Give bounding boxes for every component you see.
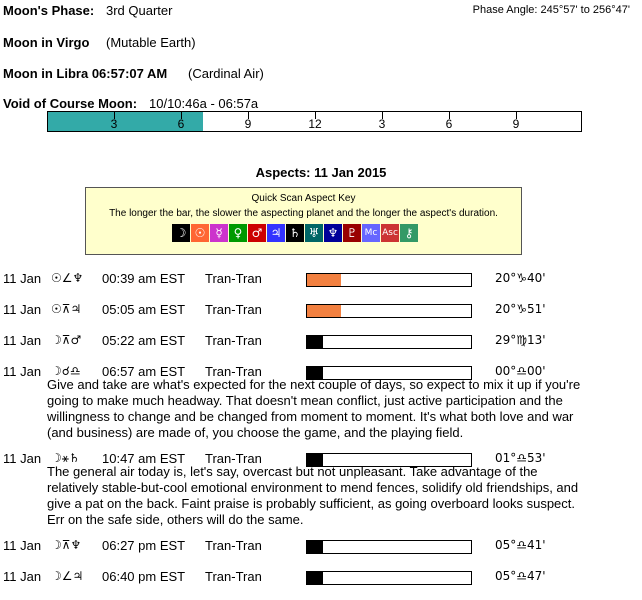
aspect-time: 05:22 am EST bbox=[102, 333, 186, 348]
voc-tick-label: 6 bbox=[445, 117, 453, 131]
voc-tick-label: 9 bbox=[512, 117, 520, 131]
aspect-duration-bar bbox=[306, 540, 472, 554]
moon-phase-label: Moon's Phase: bbox=[3, 3, 95, 18]
aspect-duration-bar bbox=[306, 304, 472, 318]
moon-phase-value: 3rd Quarter bbox=[106, 3, 173, 18]
moon-sign-value: (Mutable Earth) bbox=[106, 35, 196, 50]
aspect-time: 06:40 pm EST bbox=[102, 569, 186, 584]
aspect-duration-fill bbox=[307, 572, 323, 584]
aspect-description bbox=[47, 377, 627, 441]
aspect-key-box bbox=[85, 187, 522, 255]
aspects-title: Aspects: 11 Jan 2015 bbox=[255, 165, 387, 180]
aspect-time: 06:57 am EST bbox=[102, 364, 186, 379]
voc-tick-label: 6 bbox=[177, 117, 185, 131]
aspect-time: 10:47 am EST bbox=[102, 451, 186, 466]
aspect-duration-fill bbox=[307, 541, 323, 553]
aspect-date: 11 Jan bbox=[3, 271, 42, 286]
aspect-symbols: ☽⊼♆ bbox=[51, 538, 82, 552]
voc-tick-label: 12 bbox=[308, 117, 322, 131]
aspect-symbols: ☽∠♃ bbox=[51, 569, 84, 583]
aspect-date: 11 Jan bbox=[3, 451, 42, 466]
planet-glyph-icon: ♂ bbox=[248, 224, 266, 242]
aspect-date: 11 Jan bbox=[3, 538, 42, 553]
moon-sign-label: Moon in Virgo bbox=[3, 35, 90, 50]
aspect-duration-fill bbox=[307, 274, 341, 286]
aspect-type: Tran-Tran bbox=[205, 538, 262, 553]
aspect-description-line: Err on the safe side, others will do the same. bbox=[47, 512, 304, 527]
aspect-position: 01°♎53' bbox=[495, 451, 546, 465]
aspect-type: Tran-Tran bbox=[205, 569, 262, 584]
aspect-row bbox=[0, 333, 642, 353]
planet-glyph-icon: ♃ bbox=[267, 224, 285, 242]
aspect-key-subtitle: The longer the bar, the slower the aspecting planet and the longer the aspect's duration. bbox=[109, 208, 498, 219]
aspect-position: 20°♑51' bbox=[495, 302, 546, 316]
phase-angle: Phase Angle: 245°57' to 256°47' bbox=[472, 4, 630, 16]
aspect-duration-fill bbox=[307, 336, 323, 348]
aspect-type: Tran-Tran bbox=[205, 271, 262, 286]
aspect-description-line: going to make much headway. That doesn't mean conflict, just active participation and the bbox=[47, 393, 563, 408]
moon-ingress-label: Moon in Libra 06:57:07 AM bbox=[3, 66, 168, 81]
voc-tick-label: 9 bbox=[244, 117, 252, 131]
planet-glyph-icon: ☽ bbox=[172, 224, 190, 242]
void-of-course-label: Void of Course Moon: bbox=[3, 96, 138, 111]
aspect-symbols: ☽☌♎ bbox=[51, 364, 81, 378]
void-of-course-bar bbox=[47, 111, 582, 132]
aspect-time: 05:05 am EST bbox=[102, 302, 186, 317]
voc-tick-label: 3 bbox=[110, 117, 118, 131]
aspect-date: 11 Jan bbox=[3, 333, 42, 348]
planet-glyph-key bbox=[172, 224, 419, 242]
aspect-position: 05°♎47' bbox=[495, 569, 546, 583]
aspect-duration-bar bbox=[306, 273, 472, 287]
aspect-row bbox=[0, 569, 642, 589]
aspect-position: 00°♎00' bbox=[495, 364, 546, 378]
aspect-time: 00:39 am EST bbox=[102, 271, 186, 286]
planet-glyph-icon: Mc bbox=[362, 224, 380, 242]
aspect-description-line: relatively stable-but-cool emotional environment to mend fences, solidify old friendships, and bbox=[47, 480, 579, 495]
voc-tick-label: 3 bbox=[378, 117, 386, 131]
aspect-type: Tran-Tran bbox=[205, 451, 262, 466]
aspect-symbols: ☽⊼♂ bbox=[51, 333, 82, 347]
void-of-course-value: 10/10:46a - 06:57a bbox=[149, 96, 259, 111]
aspect-time: 06:27 pm EST bbox=[102, 538, 186, 553]
aspect-symbols: ☉∠♆ bbox=[51, 271, 84, 285]
aspect-duration-bar bbox=[306, 571, 472, 585]
aspect-duration-fill bbox=[307, 305, 341, 317]
aspect-description-line: give a pat on the back. Faint praise is probably sufficient, as going overboard looks suspect. bbox=[47, 496, 576, 511]
planet-glyph-icon: ♄ bbox=[286, 224, 304, 242]
planet-glyph-icon: ♇ bbox=[343, 224, 361, 242]
planet-glyph-icon: ♆ bbox=[324, 224, 342, 242]
aspect-row bbox=[0, 538, 642, 558]
aspect-row bbox=[0, 271, 642, 291]
aspect-description-line: The general air today is, let's say, overcast but not unpleasant. Take advantage of the bbox=[47, 464, 538, 479]
planet-glyph-icon: ♅ bbox=[305, 224, 323, 242]
aspect-type: Tran-Tran bbox=[205, 333, 262, 348]
aspect-description bbox=[47, 464, 627, 528]
aspect-symbols: ☽⚹♄ bbox=[51, 451, 80, 465]
planet-glyph-icon: ☉ bbox=[191, 224, 209, 242]
aspect-date: 11 Jan bbox=[3, 364, 42, 379]
aspect-key-title: Quick Scan Aspect Key bbox=[251, 193, 356, 204]
aspect-symbols: ☉⊼♃ bbox=[51, 302, 82, 316]
planet-glyph-icon: Asc bbox=[381, 224, 399, 242]
aspect-date: 11 Jan bbox=[3, 569, 42, 584]
aspect-position: 20°♑40' bbox=[495, 271, 546, 285]
aspect-duration-bar bbox=[306, 335, 472, 349]
aspect-row bbox=[0, 302, 642, 322]
aspect-type: Tran-Tran bbox=[205, 302, 262, 317]
planet-glyph-icon: ⚷ bbox=[400, 224, 418, 242]
aspect-description-line: willingness to change and be changed from moment to moment. It's what both love and war bbox=[47, 409, 574, 424]
aspect-date: 11 Jan bbox=[3, 302, 42, 317]
aspect-position: 05°♎41' bbox=[495, 538, 546, 552]
aspect-description-line: (and business) are made of, you choose the game, and the playing field. bbox=[47, 425, 464, 440]
aspect-type: Tran-Tran bbox=[205, 364, 262, 379]
aspect-position: 29°♍13' bbox=[495, 333, 546, 347]
planet-glyph-icon: ♀ bbox=[229, 224, 247, 242]
planet-glyph-icon: ☿ bbox=[210, 224, 228, 242]
moon-ingress-value: (Cardinal Air) bbox=[188, 66, 264, 81]
aspect-description-line: Give and take are what's expected for the next couple of days, so expect to mix it up if you're bbox=[47, 377, 581, 392]
